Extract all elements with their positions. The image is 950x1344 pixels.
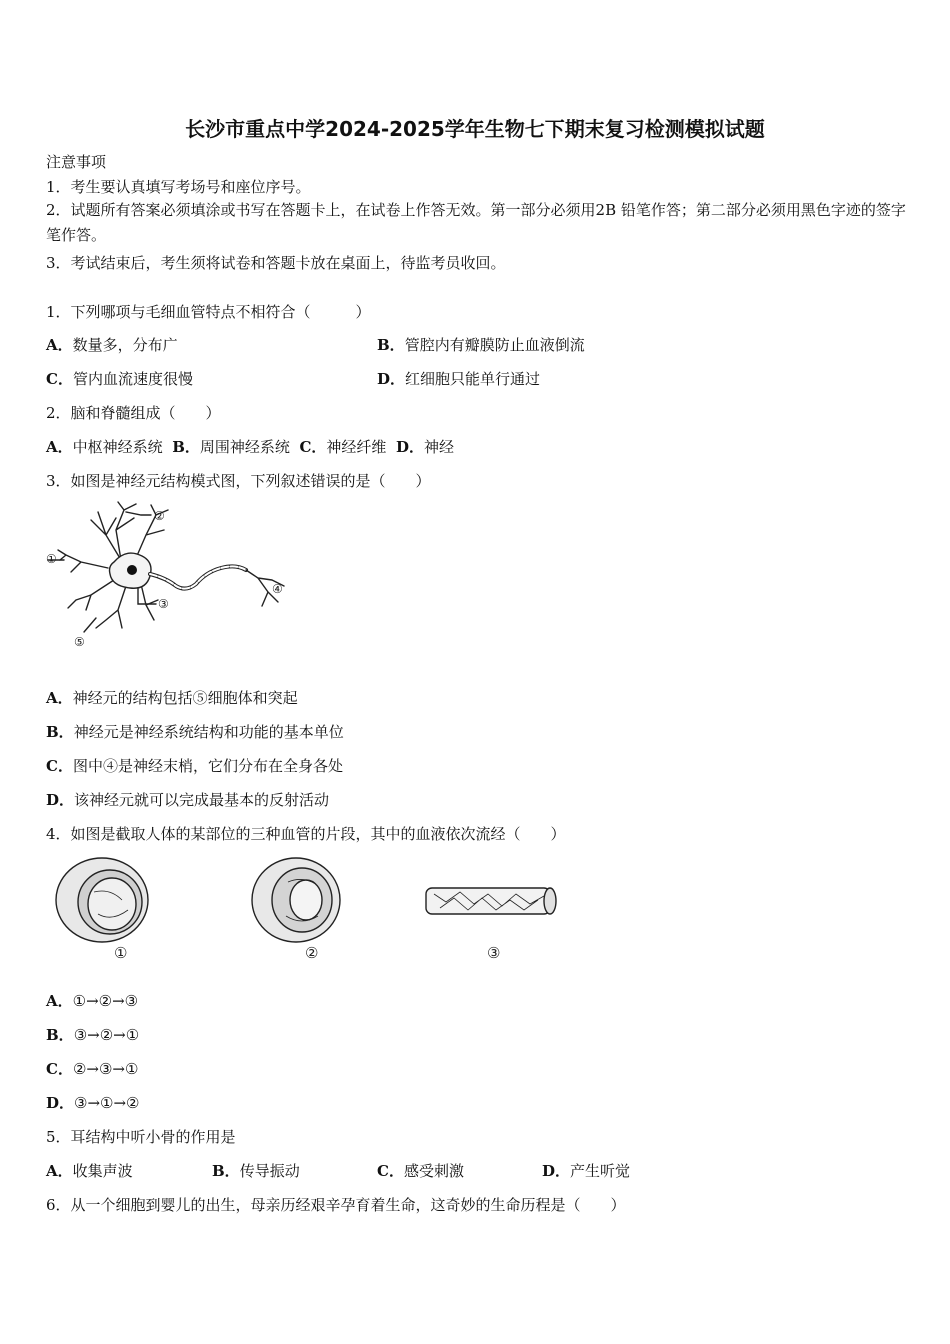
option-text: ①→②→③ (72, 992, 139, 1010)
option-label: B． (377, 336, 405, 354)
option-c (46, 369, 193, 389)
notice-item: 1．考生要认真填写考场号和座位序号。 (46, 178, 311, 196)
option-label: B． (46, 1026, 74, 1044)
figure-label-1: ① (46, 552, 57, 566)
page-title: 长沙市重点中学2024-2025学年生物七下期末复习检测模拟试题 (185, 117, 765, 141)
option-d (542, 1161, 630, 1181)
option-b (377, 335, 585, 355)
option-d (377, 369, 540, 389)
option-label: B． (172, 438, 200, 456)
option-text: 神经元的结构包括⑤细胞体和突起 (72, 689, 298, 707)
option-text: ②→③→① (72, 1060, 139, 1078)
vessel-label-3: ③ (487, 944, 501, 962)
option-text: 神经元是神经系统结构和功能的基本单位 (73, 723, 344, 741)
question-stem: 1．下列哪项与毛细血管特点不相符合（ ） (46, 303, 371, 321)
option-label: B． (212, 1162, 240, 1180)
option-text: 传导振动 (239, 1162, 300, 1180)
option-label: A． (46, 1162, 73, 1180)
option-text: 产生听觉 (570, 1162, 631, 1180)
option-text: 红细胞只能单行通过 (405, 370, 541, 388)
option-text: 图中④是神经末梢，它们分布在全身各处 (72, 757, 343, 775)
option-label: C． (46, 757, 73, 775)
option-b (212, 1161, 300, 1181)
notice-item: 2．试题所有答案必须填涂或书写在答题卡上，在试卷上作答无效。第一部分必须用2B 铅笔作答；第二部分必须用黑色字迹的签字笔作答。 (46, 201, 906, 244)
option-label: A． (46, 336, 73, 354)
option-c (46, 756, 343, 776)
option-a (46, 1161, 133, 1181)
option-label: B． (46, 723, 74, 741)
figure-label-4: ④ (272, 582, 283, 596)
option-a (46, 688, 298, 708)
option-text: 收集声波 (72, 1162, 133, 1180)
blood-vessels-figure (50, 852, 570, 964)
option-label: D． (46, 1094, 75, 1112)
option-text: 管腔内有瓣膜防止血液倒流 (404, 336, 585, 354)
option-text: ③→①→② (74, 1094, 140, 1112)
option-text: 感受刺激 (403, 1162, 464, 1180)
option-text: 周围神经系统 (199, 438, 290, 456)
question-stem: 2．脑和脊髓组成（ ） (46, 404, 221, 422)
option-text: ③→②→① (73, 1026, 140, 1044)
notice-heading: 注意事项 (46, 153, 107, 171)
option-b (46, 722, 344, 742)
question-stem: 5．耳结构中听小骨的作用是 (46, 1128, 236, 1146)
option-label: C． (46, 370, 73, 388)
option-label: C． (46, 1060, 73, 1078)
option-text: 中枢神经系统 (72, 438, 163, 456)
option-label: D． (377, 370, 406, 388)
option-label: A． (46, 689, 73, 707)
figure-label-2: ② (154, 509, 165, 523)
option-a (46, 335, 178, 355)
vessel-label-2: ② (305, 944, 319, 962)
option-d (46, 1093, 140, 1113)
option-text: 神经 (423, 438, 454, 456)
option-label: A． (46, 992, 73, 1010)
option-label: C． (299, 438, 327, 456)
notice-item: 3．考试结束后，考生须将试卷和答题卡放在桌面上，待监考员收回。 (46, 254, 506, 272)
option-row (46, 437, 454, 457)
option-a (46, 991, 138, 1011)
neuron-figure (46, 500, 296, 655)
option-text: 神经纤维 (326, 438, 387, 456)
vessel-label-1: ① (114, 944, 128, 962)
option-label: D． (46, 791, 75, 809)
question-stem: 6．从一个细胞到婴儿的出生，母亲历经艰辛孕育着生命，这奇妙的生命历程是（ ） (46, 1196, 626, 1214)
option-text: 数量多，分布广 (72, 336, 178, 354)
option-c (46, 1059, 138, 1079)
question-stem: 4．如图是截取人体的某部位的三种血管的片段，其中的血液依次流经（ ） (46, 825, 566, 843)
question-stem: 3．如图是神经元结构模式图，下列叙述错误的是（ ） (46, 472, 431, 490)
option-text: 该神经元就可以完成最基本的反射活动 (74, 791, 330, 809)
option-label: C． (377, 1162, 404, 1180)
option-label: D． (395, 438, 424, 456)
option-d (46, 790, 329, 810)
figure-label-5: ⑤ (74, 635, 85, 649)
option-label: A． (46, 438, 73, 456)
option-label: D． (542, 1162, 571, 1180)
option-text: 管内血流速度很慢 (72, 370, 193, 388)
option-b (46, 1025, 139, 1045)
figure-label-3: ③ (158, 597, 169, 611)
option-c (377, 1161, 464, 1181)
